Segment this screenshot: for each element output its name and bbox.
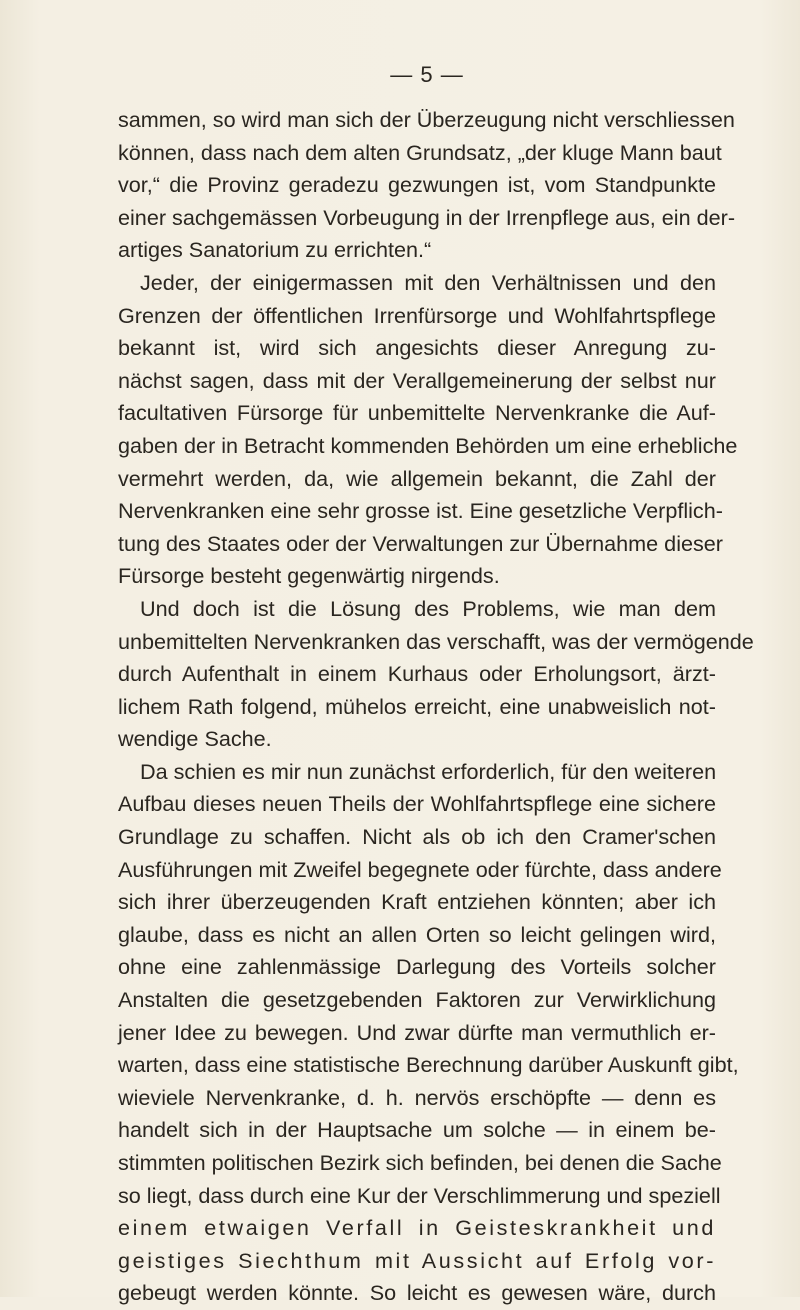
text-line: Grundlage zu schaffen. Nicht als ob ich den Cramer'schen [118,824,716,850]
text-line: Fürsorge besteht gegenwärtig nirgends. [118,563,500,589]
text-line: wieviele Nervenkranke, d. h. nervös erschöpfte — denn es [118,1084,716,1110]
text-line: gebeugt werden könnte. So leicht es gewesen wäre, durch [118,1280,716,1306]
text-line: Nervenkranken eine sehr grosse ist. Eine gesetzliche Verpflich- [118,498,723,524]
text-line: einem etwaigen Verfall in Geisteskrankheit und [118,1215,716,1241]
text-line: so liegt, dass durch eine Kur der Verschlimmerung und speziell [118,1182,721,1208]
text-line: lichem Rath folgend, mühelos erreicht, eine unabweislich not- [118,693,716,719]
text-line: vermehrt werden, da, wie allgemein bekannt, die Zahl der [118,465,716,491]
text-line: artiges Sanatorium zu errichten.“ [118,237,432,263]
paragraph-3 [118,593,754,756]
text-line: vor,“ die Provinz geradezu gezwungen ist, vom Standpunkte [118,172,716,198]
text-line: wendige Sache. [118,726,272,752]
text-line: Aufbau dieses neuen Theils der Wohlfahrtspflege eine sichere [118,791,716,817]
text-line: handelt sich in der Hauptsache um solche — in einem be- [118,1117,716,1143]
text-line: stimmten politischen Bezirk sich befinden, bei denen die Sache [118,1150,722,1175]
text-line: bekannt ist, wird sich angesichts dieser Anregung zu- [118,335,716,361]
text-line: glaube, dass es nicht an allen Orten so leicht gelingen wird, [118,921,716,947]
text-line: können, dass nach dem alten Grundsatz, „der kluge Mann baut [118,139,722,165]
text-line: Ausführungen mit Zweifel begegnete oder fürchte, dass andere [118,856,722,882]
text-line: einer sachgemässen Vorbeugung in der Irrenpflege aus, ein der- [118,204,736,230]
paragraph-4 [118,756,739,1310]
text-line: unbemittelten Nervenkranken das verschafft, was der vermögende [118,628,754,654]
page-number: — 5 — [390,62,464,87]
text-line: tung des Staates oder der Verwaltungen zur Übernahme dieser [118,530,723,556]
text-line: sich ihrer überzeugenden Kraft entziehen könnten; aber ich [118,889,716,915]
paragraph-1 [118,104,736,267]
text-line: Da schien es mir nun zunächst erforderlich, für den weiteren [140,758,717,784]
text-line: gaben der in Betracht kommenden Behörden um eine erhebliche [118,432,738,458]
paragraph-2 [118,267,738,593]
text-line: geistiges Siechthum mit Aussicht auf Erfolg vor- [118,1247,716,1273]
text-line: Anstalten die gesetzgebenden Faktoren zur Verwirklichung [118,987,716,1013]
text-line: nächst sagen, dass mit der Verallgemeinerung der selbst nur [118,367,716,393]
text-line: jener Idee zu bewegen. Und zwar dürfte man vermuthlich er- [118,1019,716,1045]
text-line: warten, dass eine statistische Berechnung darüber Auskunft gibt, [118,1052,739,1078]
text-line: durch Aufenthalt in einem Kurhaus oder Erholungsort, ärzt- [118,661,716,687]
text-line: Grenzen der öffentlichen Irrenfürsorge und Wohlfahrtspflege [118,302,716,328]
text-line: Jeder, der einigermassen mit den Verhältnissen und den [140,269,716,295]
text-line: sammen, so wird man sich der Überzeugung nicht verschliessen [118,107,735,132]
text-line: ohne eine zahlenmässige Darlegung des Vorteils solcher [118,954,716,980]
text-line: facultativen Fürsorge für unbemittelte Nervenkranke die Auf- [118,400,716,426]
text-line: Und doch ist die Lösung des Problems, wie man dem [140,595,716,621]
